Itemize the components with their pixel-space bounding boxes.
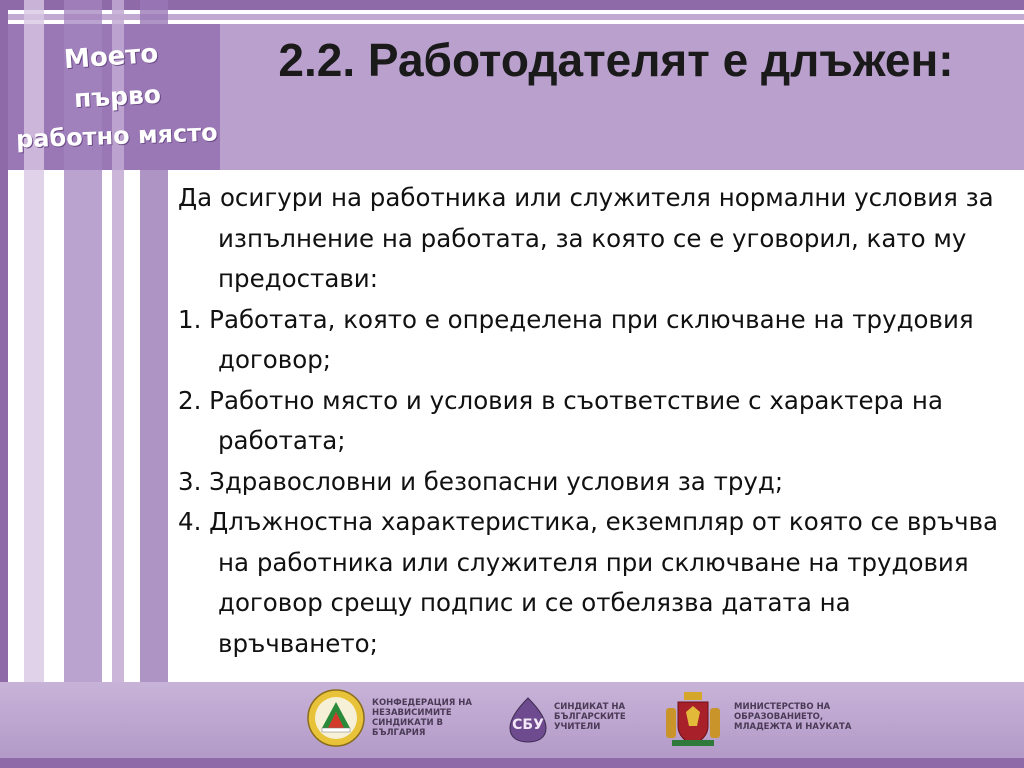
logo-line-2: първо [73,79,162,114]
coat-of-arms-icon [664,690,722,748]
logo-line-1: Моето [63,38,160,76]
knsb-org-name: КОНФЕДЕРАЦИЯ НА НЕЗАВИСИМИТЕ СИНДИКАТИ В БЪЛГАРИЯ [372,698,472,738]
sbu-logo-icon [506,696,550,744]
list-item: 4. Длъжностна характеристика, екземпляр от която се връчва на работника или служителя при сключване на трудовия договор срещу подпис и се отбелязва датата на връчването; [178,507,999,658]
sponsor-logos [296,686,1016,752]
slide-title: 2.2. Работодателят е длъжен: [278,34,954,86]
slide-body [178,178,1016,664]
list-item: 2. Работно място и условия в съответствие с характера на работата; [178,385,943,455]
logo-line-3: работно място [15,118,219,154]
bottom-bar [0,758,1024,768]
list-item: 3. Здравословни и безопасни условия за труд; [178,466,784,496]
ministry-name: МИНИСТЕРСТВО НА ОБРАЗОВАНИЕТО, МЛАДЕЖТА И НАУКАТА [734,702,852,732]
svg-text:СБУ: СБУ [512,717,544,733]
program-logo [14,36,224,164]
list-item: 1. Работата, която е определена при сключване на трудовия договор; [178,304,974,374]
sbu-org-name: СИНДИКАТ НА БЪЛГАРСКИТЕ УЧИТЕЛИ [554,702,626,732]
left-stripe [0,0,8,768]
body-paragraph: Да осигури на работника или служителя нормални условия за изпълнение на работата, за която се е уговорил, като му предостави: [178,183,994,293]
knsb-logo-icon [306,688,366,748]
